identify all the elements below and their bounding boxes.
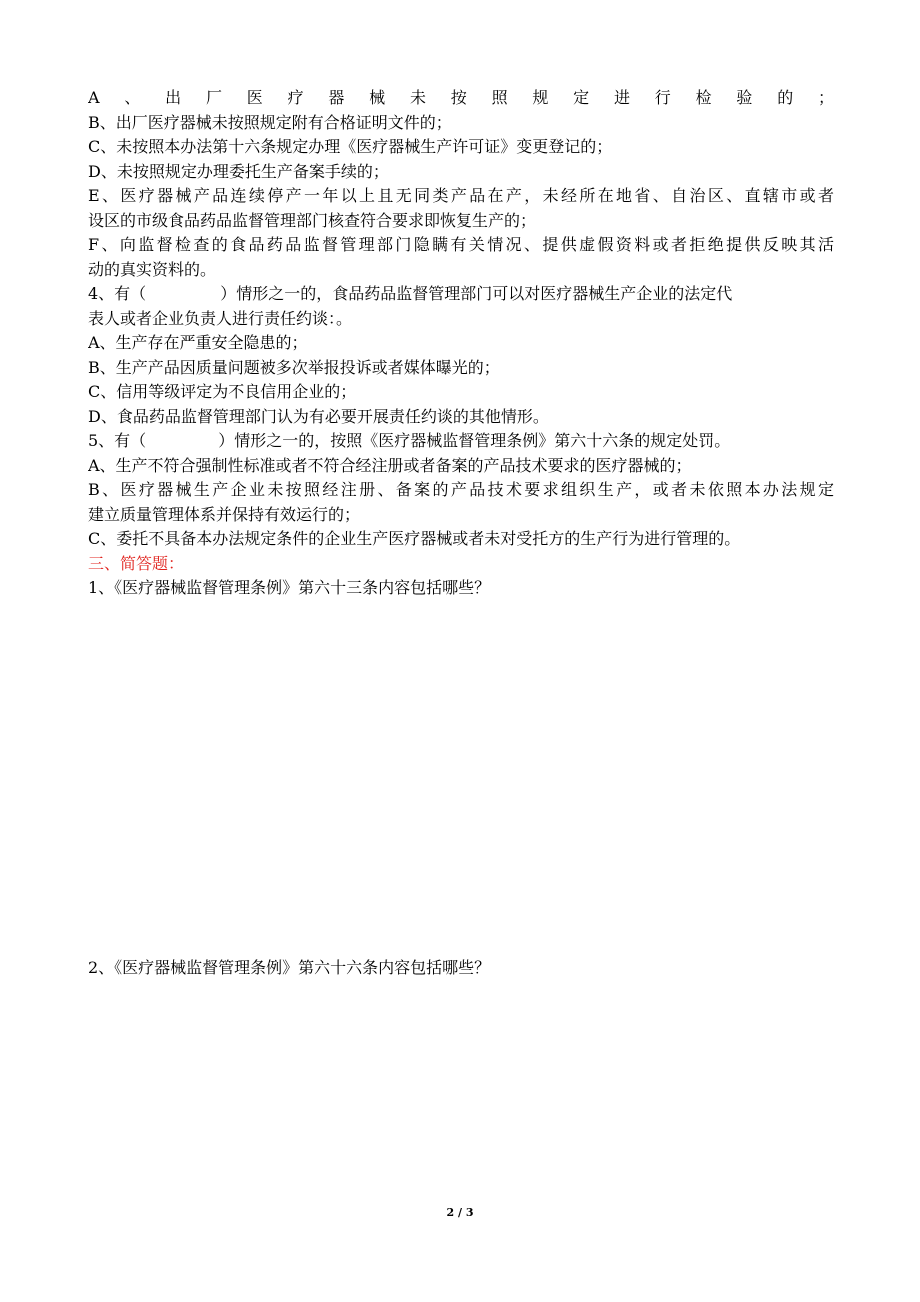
option-b-prev: B、出厂医疗器械未按照规定附有合格证明文件的； xyxy=(88,112,452,132)
option-e-prev-line1: E、医疗器械产品连续停产一年以上且无同类产品在产，未经所在地省、自治区、直辖市或者 xyxy=(88,186,834,205)
option-f-prev-line2: 动的真实资料的。 xyxy=(88,259,217,279)
question-5 xyxy=(88,429,834,454)
short-answer-question-2: 2、《医疗器械监督管理条例》第六十六条内容包括哪些？ xyxy=(88,958,491,977)
page-number: 2 / 3 xyxy=(446,1206,474,1219)
question-5-prefix: 5、有（ xyxy=(88,431,147,450)
option-a-prev: A、出厂医疗器械未按照规定进行检验的； xyxy=(88,88,834,107)
option-d-prev: D、未按照规定办理委托生产备案手续的； xyxy=(88,161,389,181)
question-4-suffix: ）情形之一的，食品药品监督管理部门可以对医疗器械生产企业的法定代 xyxy=(220,284,733,303)
question-4-line2: 表人或者企业负责人进行责任约谈：。 xyxy=(88,308,353,328)
option-c-prev: C、未按照本办法第十六条规定办理《医疗器械生产许可证》变更登记的； xyxy=(88,137,613,156)
q4-option-d: D、食品药品监督管理部门认为有必要开展责任约谈的其他情形。 xyxy=(88,406,549,426)
question-4 xyxy=(88,282,834,307)
q4-option-a: A、生产存在严重安全隐患的； xyxy=(88,333,308,352)
q5-option-a: A、生产不符合强制性标准或者不符合经注册或者备案的产品技术要求的医疗器械的； xyxy=(88,455,692,475)
question-4-prefix: 4、有（ xyxy=(88,284,147,303)
document-body xyxy=(88,86,834,601)
q5-option-b-line1: B、医疗器械生产企业未按照经注册、备案的产品技术要求组织生产，或者未依照本办法规定 xyxy=(88,480,834,499)
option-f-prev-line1: F、向监督检查的食品药品监督管理部门隐瞒有关情况、提供虚假资料或者拒绝提供反映其活 xyxy=(88,235,834,254)
q4-option-c: C、信用等级评定为不良信用企业的； xyxy=(88,382,357,401)
option-e-prev-line2: 设区的市级食品药品监督管理部门核查符合要求即恢复生产的； xyxy=(88,210,537,230)
short-answer-question-1: 1、《医疗器械监督管理条例》第六十三条内容包括哪些？ xyxy=(88,578,491,597)
q5-option-c: C、委托不具备本办法规定条件的企业生产医疗器械或者未对受托方的生产行为进行管理的。 xyxy=(88,529,741,548)
q5-option-b-line2: 建立质量管理体系并保持有效运行的； xyxy=(88,504,361,524)
question-5-suffix: ）情形之一的，按照《医疗器械监督管理条例》第六十六条的规定处罚。 xyxy=(218,431,731,450)
q4-option-b: B、生产产品因质量问题被多次举报投诉或者媒体曝光的； xyxy=(88,357,500,377)
section-3-title: 三、简答题： xyxy=(88,553,185,573)
